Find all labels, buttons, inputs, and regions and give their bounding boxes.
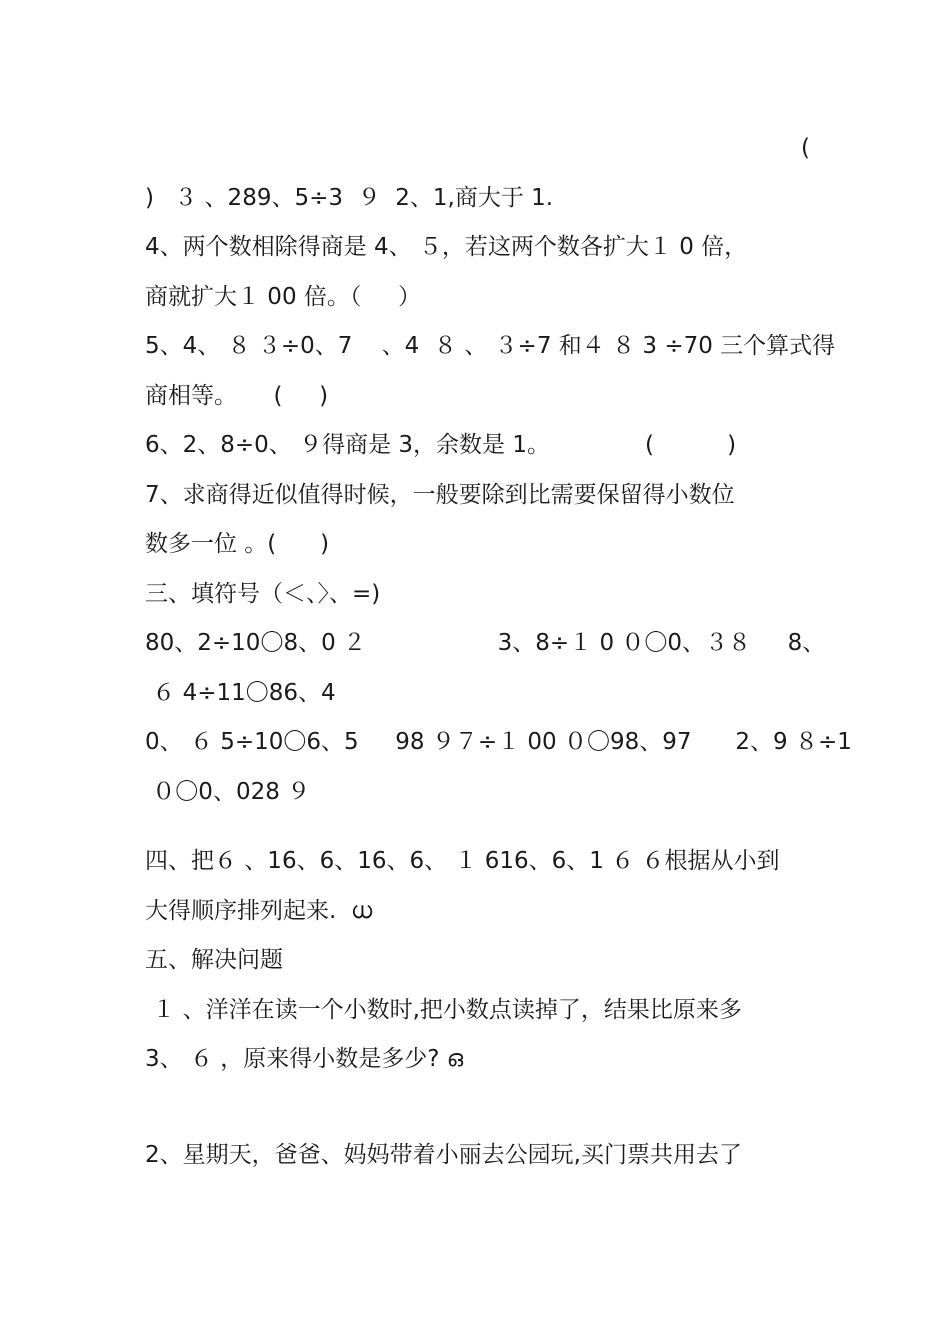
- solve-p1-line1: １ 、洋洋在读一个小数时,把小数点读掉了，结果比原来多: [145, 996, 742, 1023]
- worksheet-page: [145, 124, 852, 1180]
- judge-q5-line1: 5、4、 ８ ３÷0、7 、4 ８ 、 ３÷7 和４ ８ 3 ÷70 三个算式得: [145, 333, 836, 359]
- judge-q5-line2: 商相等。 ( ): [145, 382, 329, 409]
- judge-q3-line1: [145, 124, 810, 211]
- judge-q3-text: ３ 、289、5÷3 ９ 2、1,商大于 1.: [174, 184, 554, 211]
- judge-q4-line1: 4、两个数相除得商是 4、 ５，若这两个数各扩大１ 0 倍，: [145, 234, 748, 260]
- solve-p2-line1: 2、星期天，爸爸、妈妈带着小丽去公园玩,买门票共用去了: [145, 1141, 742, 1168]
- solve-heading: 五、解决问题: [145, 947, 283, 973]
- judge-q7-line1: 7、求商得近似值得时候，一般要除到比需要保留得小数位: [145, 481, 735, 508]
- compare-row1-line1: 80、2÷10〇8、0 ２ 3、8÷１ 0 ０〇0、３８ 8、: [145, 630, 826, 656]
- order-line2: 大得顺序排列起来. ധ: [145, 897, 373, 924]
- judge-q7-line2: 数多一位 。( ): [145, 531, 330, 557]
- order-line1: 四、把６ 、16、6、16、6、 １ 616、6、1 ６ ６根据从小到: [145, 848, 780, 874]
- judge-q3-line2: ): [145, 184, 154, 211]
- judge-q3-paren-open: (: [801, 135, 810, 161]
- compare-row2-line2: ０〇0、028 ９: [145, 778, 311, 805]
- judge-q6-line1: 6、2、8÷0、 ９得商是 3，余数是 1。 ( ): [145, 432, 737, 458]
- compare-row1-line2: ６ 4÷11〇86、4: [145, 679, 336, 706]
- judge-q4-line2: 商就扩大１ 00 倍。（ ）: [145, 283, 421, 310]
- spacer: [145, 1085, 810, 1131]
- compare-row2-line1: 0、 ６ 5÷10〇6、5 98 ９７÷１ 00 ０〇98、97 2、9 ８÷1: [145, 729, 852, 755]
- solve-p1-line2: 3、 ６ ，原来得小数是多少? ഒ: [145, 1046, 464, 1072]
- spacer: [145, 817, 810, 837]
- compare-heading: 三、填符号（＜、〉、=): [145, 580, 381, 607]
